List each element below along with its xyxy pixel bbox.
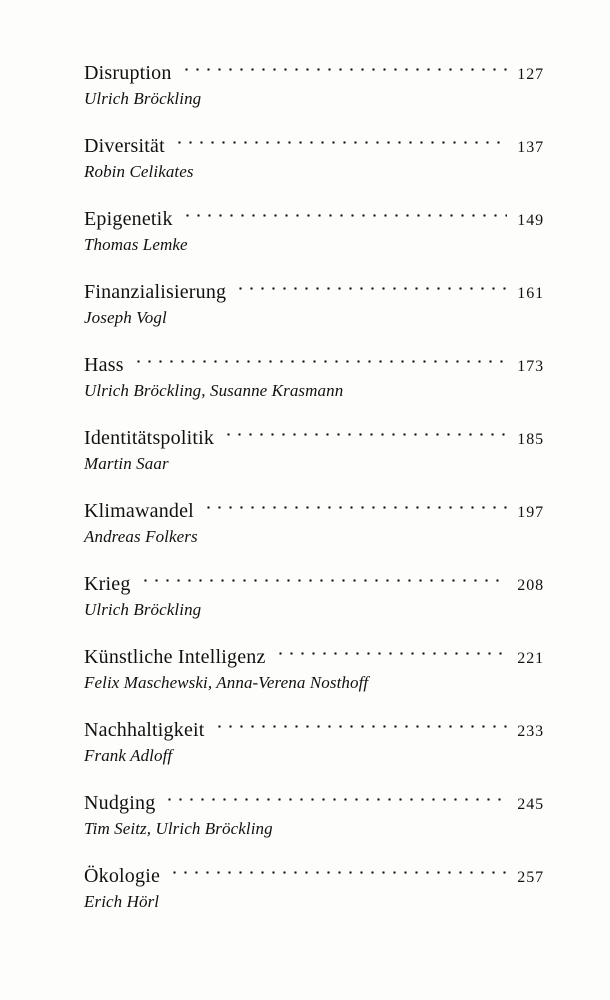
toc-entry-page: 137 (517, 139, 544, 156)
toc-entry-title: Hass (84, 354, 124, 376)
dot-leader (182, 207, 507, 223)
toc-entry[interactable] (84, 573, 544, 620)
toc-entry-line (84, 208, 544, 231)
toc-entry-line (84, 427, 544, 450)
toc-entry-page: 173 (517, 358, 544, 375)
toc-entry-page: 257 (517, 869, 544, 886)
toc-entry-authors: Thomas Lemke (84, 235, 188, 254)
toc-entry-title: Ökologie (84, 865, 161, 887)
toc-entry-authors: Andreas Folkers (84, 527, 198, 546)
toc-entry-title: Klimawandel (84, 500, 194, 522)
toc-entry-line (84, 500, 544, 523)
toc-entry-title: Diversität (84, 135, 165, 157)
toc-entry-page: 221 (517, 650, 544, 667)
table-of-contents (84, 62, 544, 912)
toc-entry-title: Nachhaltigkeit (84, 719, 205, 741)
dot-leader (203, 499, 507, 515)
toc-entry-line (84, 281, 544, 304)
toc-entry-page: 197 (517, 504, 544, 521)
toc-entry[interactable] (84, 500, 544, 547)
toc-entry-line (84, 573, 544, 596)
toc-entry-line (84, 135, 544, 158)
toc-entry-authors: Felix Maschewski, Anna-Verena Nosthoff (84, 673, 369, 692)
toc-entry-line (84, 792, 544, 815)
toc-entry-page: 127 (517, 66, 544, 83)
dot-leader (169, 864, 507, 880)
toc-entry-page: 245 (517, 796, 544, 813)
toc-entry-page: 149 (517, 212, 544, 229)
toc-entry-authors: Martin Saar (84, 454, 169, 473)
dot-leader (223, 426, 507, 442)
toc-entry-authors: Tim Seitz, Ulrich Bröckling (84, 819, 273, 838)
toc-entry-line (84, 646, 544, 669)
toc-entry-title: Nudging (84, 792, 156, 814)
toc-entry-authors: Joseph Vogl (84, 308, 167, 327)
dot-leader (133, 353, 507, 369)
toc-entry-title: Identitätspolitik (84, 427, 215, 449)
toc-entry-authors: Frank Adloff (84, 746, 173, 765)
dot-leader (174, 134, 507, 150)
toc-entry[interactable] (84, 208, 544, 255)
toc-entry-authors: Robin Celikates (84, 162, 194, 181)
toc-entry-title: Künstliche Intelligenz (84, 646, 266, 668)
toc-entry-title: Krieg (84, 573, 131, 595)
toc-entry-authors: Ulrich Bröckling, Susanne Krasmann (84, 381, 344, 400)
toc-entry-title: Disruption (84, 62, 172, 84)
toc-entry-line (84, 719, 544, 742)
toc-entry-page: 161 (517, 285, 544, 302)
toc-entry[interactable] (84, 62, 544, 109)
toc-entry-page: 185 (517, 431, 544, 448)
dot-leader (275, 645, 507, 661)
toc-entry-authors: Ulrich Bröckling (84, 600, 202, 619)
dot-leader (235, 280, 507, 296)
dot-leader (140, 572, 507, 588)
toc-entry-page: 233 (517, 723, 544, 740)
toc-entry-authors: Ulrich Bröckling (84, 89, 202, 108)
toc-entry[interactable] (84, 427, 544, 474)
toc-entry[interactable] (84, 865, 544, 912)
toc-entry[interactable] (84, 354, 544, 401)
dot-leader (181, 61, 507, 77)
toc-entry[interactable] (84, 135, 544, 182)
toc-entry-title: Finanzialisierung (84, 281, 227, 303)
dot-leader (164, 791, 507, 807)
toc-entry-page: 208 (517, 577, 544, 594)
toc-entry-authors: Erich Hörl (84, 892, 160, 911)
toc-entry[interactable] (84, 719, 544, 766)
toc-entry[interactable] (84, 792, 544, 839)
toc-entry-line (84, 865, 544, 888)
toc-entry-line (84, 62, 544, 85)
toc-entry[interactable] (84, 646, 544, 693)
dot-leader (214, 718, 507, 734)
toc-entry[interactable] (84, 281, 544, 328)
toc-entry-line (84, 354, 544, 377)
toc-entry-title: Epigenetik (84, 208, 173, 230)
